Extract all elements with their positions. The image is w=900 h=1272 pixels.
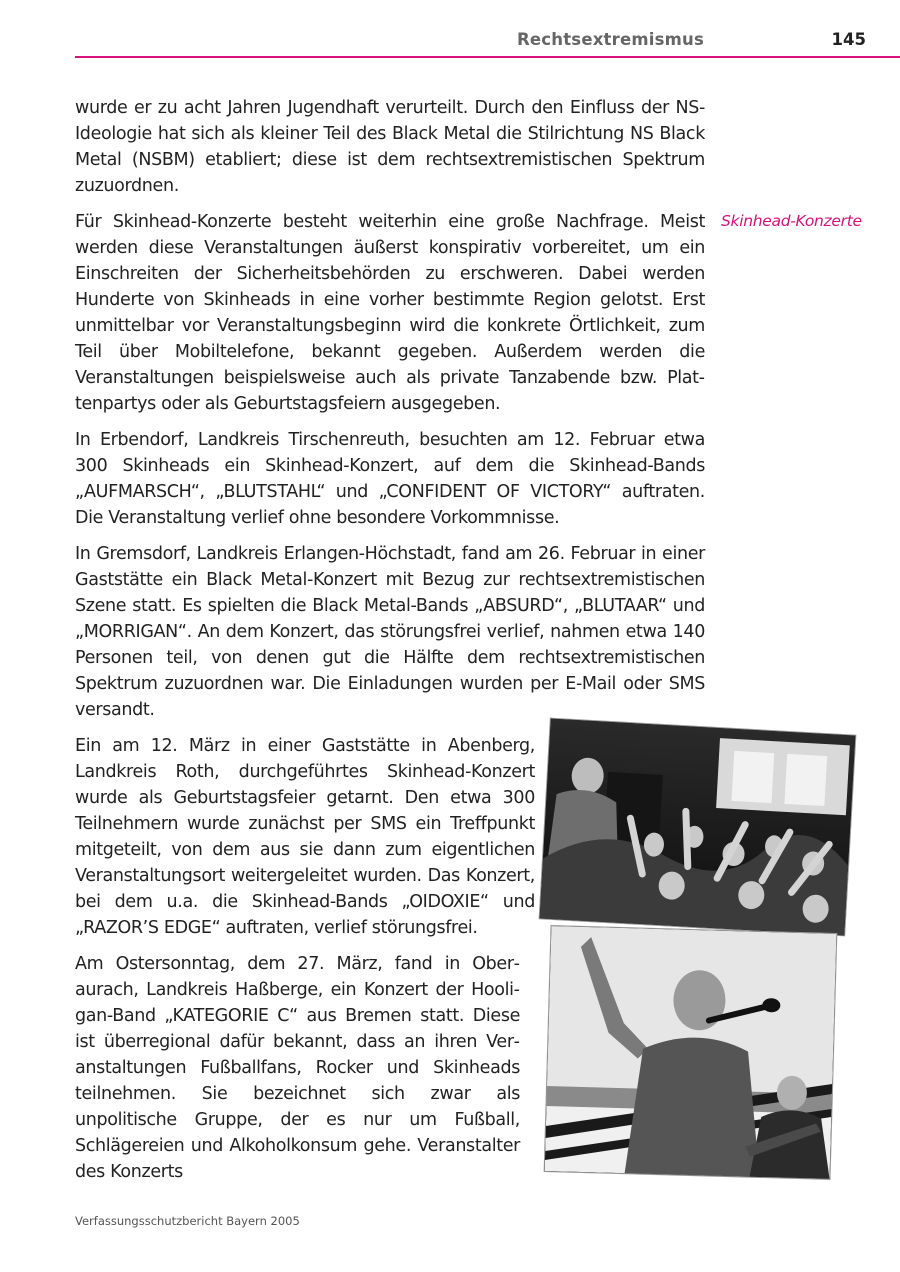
page-number: 145 <box>831 30 866 49</box>
header-rule <box>75 56 900 58</box>
paragraph: Am Ostersonntag, dem 27. März, fand in Oberaurach, Landkreis Haßberge, ein Konzert der Hooligan-Band „KATEGORIE C“ aus Bremen statt. Diese ist überregional dafür bekannt, dass an ihren Veranstaltungen Fußballfans, Rocker und Skinheads teilnehmen. Sie bezeichnet sich zwar als unpolitische Gruppe, der es nur um Fußball, Schlägereien und Alkoholkonsum gehe. Veranstalter des Konzerts <box>75 954 520 1182</box>
paragraph: In Gremsdorf, Landkreis Erlangen-Höchstadt, fand am 26. Februar in einer Gaststätte ein Black Metal-Konzert mit Bezug zur rechtsextremistischen Szene statt. Es spielten die Black Metal-Bands „ABSURD“, „BLUTAAR“ und „MORRIGAN“. An dem Konzert, das störungsfrei verlief, nahmen etwa 140 Personen teil, von denen gut die Hälfte dem rechtsextremistischen Spektrum zuzuordnen war. Die Einladungen wurden per E-Mail oder SMS versandt. <box>75 544 705 720</box>
paragraph: In Erbendorf, Landkreis Tirschenreuth, besuchten am 12. Februar etwa 300 Skinheads ein Skinhead-Konzert, auf dem die Skinhead-Bands „AUFMARSCH“, „BLUTSTAHL“ und „CONFIDENT OF VICTORY“ auftraten. Die Veranstaltung verlief ohne besondere Vorkommnisse. <box>75 430 705 528</box>
paragraph: Für Skinhead-Konzerte besteht weiterhin eine große Nachfrage. Meist werden diese Veranstaltungen äußerst konspirativ vorbereitet, um ein Einschreiten der Sicherheitsbehörden zu erschweren. Dabei werden Hunderte von Skinheads in eine vorher bestimmte Region gelotst. Erst unmittelbar vor Veranstaltungsbeginn wird die konkrete Örtlichkeit, zum Teil über Mobiltelefone, bekannt gegeben. Außerdem werden die Veranstaltungen beispielsweise auch als private Tanzabende bzw. Plattenpartys oder als Geburtstagsfeiern ausgegeben. <box>75 212 705 414</box>
paragraph: wurde er zu acht Jahren Jugendhaft verurteilt. Durch den Einfluss der NS-Ideologie hat sich als kleiner Teil des Black Metal die Stilrichtung NS Black Metal (NSBM) etabliert; diese ist dem rechtsextremistischen Spektrum zuzuordnen. <box>75 98 705 196</box>
singer-stage-illustration <box>545 926 837 1179</box>
concert-crowd-illustration <box>540 719 856 936</box>
singer-stage-photo <box>545 926 837 1179</box>
running-header: Rechtsextremismus <box>516 30 704 49</box>
paragraph: Ein am 12. März in einer Gaststätte in Abenberg, Landkreis Roth, durchgeführtes Skinhead-Konzert wurde als Geburtstagsfeier getarnt. Den etwa 300 Teilnehmern wurde zunächst per SMS ein Treffpunkt mitgeteilt, von dem aus sie dann zum eigentlichen Veranstaltungsort weitergeleitet wurden. Das Konzert, bei dem u.a. die Skinhead-Bands „OIDOXIE“ und „RAZOR’S EDGE“ auftraten, verlief störungsfrei. <box>75 736 535 938</box>
margin-note: Skinhead-Konzerte <box>721 212 862 230</box>
concert-crowd-photo <box>540 719 856 936</box>
footer: Verfassungsschutzbericht Bayern 2005 <box>75 1214 300 1228</box>
